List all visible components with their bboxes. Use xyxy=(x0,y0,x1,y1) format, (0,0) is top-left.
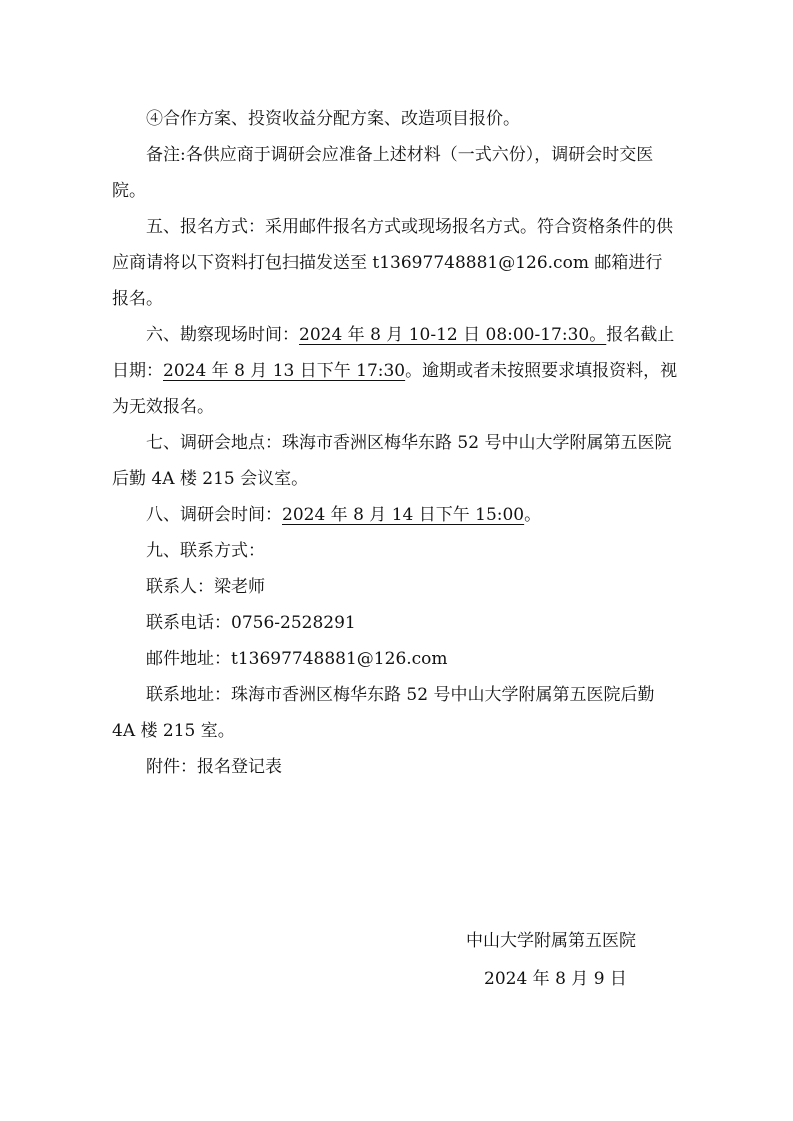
paragraph xyxy=(112,605,678,641)
text-run: ④合作方案、投资收益分配方案、改造项目报价。 xyxy=(146,109,520,129)
paragraph xyxy=(112,641,678,677)
signature-organization: 中山大学附属第五医院 xyxy=(466,931,636,951)
paragraph xyxy=(112,317,678,425)
text-run: 八、调研会时间： xyxy=(146,505,282,525)
text-run: 。逾期或者未按照要求填报资料，视为无效报名。 xyxy=(112,361,678,417)
underlined-text: 2024 年 8 月 13 日下午 17:30 xyxy=(163,361,406,381)
text-run: 。 xyxy=(524,505,542,525)
paragraph xyxy=(112,569,678,605)
text-run: 附件：报名登记表 xyxy=(146,757,282,777)
text-run: 报名截止日期： xyxy=(112,325,675,381)
paragraph xyxy=(112,137,678,209)
paragraph xyxy=(112,101,678,137)
paragraph xyxy=(112,209,678,317)
paragraph xyxy=(112,425,678,497)
underlined-text: 2024 年 8 月 14 日下午 15:00 xyxy=(282,505,525,525)
paragraph xyxy=(112,677,678,749)
underlined-text: 2024 年 8 月 10-12 日 08:00-17:30。 xyxy=(299,325,607,345)
paragraph xyxy=(112,533,678,569)
text-run: 六、勘察现场时间： xyxy=(146,325,299,345)
text-run: 九、联系方式： xyxy=(146,541,265,561)
paragraph xyxy=(112,497,678,533)
text-run: 联系地址：珠海市香洲区梅华东路 52 号中山大学附属第五医院后勤 4A 楼 215 室。 xyxy=(112,685,655,741)
text-run: 七、调研会地点：珠海市香洲区梅华东路 52 号中山大学附属第五医院后勤 4A 楼 215 会议室。 xyxy=(112,433,672,489)
signature-date: 2024 年 8 月 9 日 xyxy=(484,969,627,989)
paragraph xyxy=(112,749,678,785)
text-run: 邮件地址：t13697748881@126.com xyxy=(146,649,448,669)
text-run: 联系人：梁老师 xyxy=(146,577,265,597)
text-run: 备注:各供应商于调研会应准备上述材料（一式六份），调研会时交医院。 xyxy=(112,145,654,201)
document-body xyxy=(112,101,678,785)
text-run: 五、报名方式：采用邮件报名方式或现场报名方式。符合资格条件的供应商请将以下资料打包扫描发送至 t13697748881@126.com 邮箱进行报名。 xyxy=(112,217,673,309)
text-run: 联系电话：0756-2528291 xyxy=(146,613,356,633)
